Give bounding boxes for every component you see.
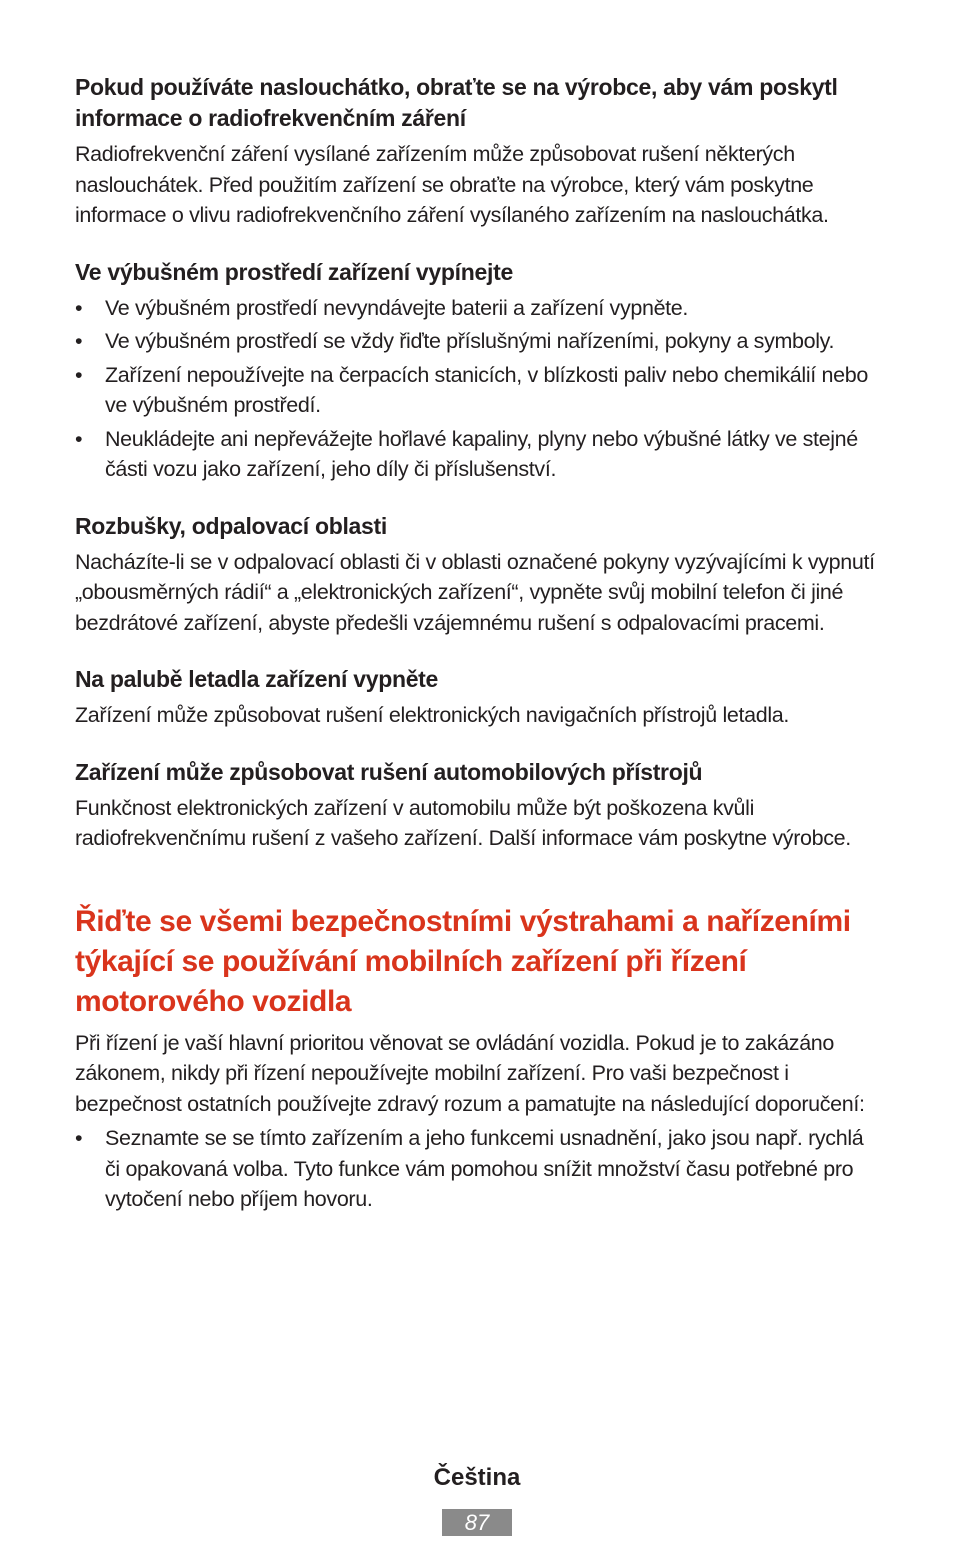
bullet-icon: • bbox=[75, 295, 83, 320]
section-heading: Zařízení může způsobovat rušení automobilových přístrojů bbox=[75, 758, 703, 785]
section-explosive-environment bbox=[75, 257, 875, 485]
section-text: Při řízení je vaší hlavní prioritou věnovat se ovládání vozidla. Pokud je to zakázáno zákonem, nikdy při řízení nepoužívejte mobilní zařízení. Pro vaši bezpečnost i bezpečnost ostatních používejte zdravý rozum a pamatujte na následující doporučení: bbox=[75, 1030, 865, 1116]
section-heading: Ve výbušném prostředí zařízení vypínejte bbox=[75, 258, 513, 285]
bullet-list bbox=[75, 293, 875, 485]
section-heading: Na palubě letadla zařízení vypněte bbox=[75, 666, 439, 692]
bullet-icon: • bbox=[75, 329, 83, 353]
section-heading: Rozbušky, odpalovací oblasti bbox=[75, 512, 387, 539]
section-automobile bbox=[75, 757, 875, 854]
section-text: Nacházíte-li se v odpalovací oblasti či v oblasti označené pokyny vyzývajícími k vypnutí „obousměrných rádií“ a „elektronických zařízení“, vypněte svůj mobilní telefon či jiné bezdrátové zařízení, abyste předešli vzájemnému rušení s odpalovacími pracemi. bbox=[75, 549, 875, 635]
list-item-text: Neukládejte ani nepřevážejte hořlavé kapaliny, plyny nebo výbušné látky ve stejné části vozu jako zařízení, jeho díly či příslušenství. bbox=[105, 426, 858, 481]
page-number: 87 bbox=[442, 1509, 512, 1536]
list-item bbox=[75, 293, 875, 324]
list-item-text: Seznamte se se tímto zařízením a jeho funkcemi usnadnění, jako jsou např. rychlá či opakovaná volba. Tyto funkce vám pomohou snížit množství času potřebné pro vytočení nebo příjem hovoru. bbox=[105, 1126, 864, 1211]
section-heading: Pokud používáte naslouchátko, obraťte se na výrobce, aby vám poskytl informace o radiofrekvenčním záření bbox=[75, 74, 838, 131]
bullet-icon: • bbox=[75, 426, 83, 451]
bullet-icon: • bbox=[75, 1126, 83, 1150]
footer-language: Čeština bbox=[433, 1464, 521, 1491]
section-driving-safety bbox=[75, 902, 875, 1215]
section-text: Funkčnost elektronických zařízení v automobilu může být poškozena kvůli radiofrekvenčnímu rušení z vašeho zařízení. Další informace vám poskytne výrobce. bbox=[75, 795, 851, 850]
list-item bbox=[75, 424, 875, 485]
section-blasting-areas bbox=[75, 511, 875, 639]
section-text: Zařízení může způsobovat rušení elektronických navigačních přístrojů letadla. bbox=[75, 703, 789, 727]
section-aircraft bbox=[75, 664, 875, 731]
list-item-text: Ve výbušném prostředí se vždy řiďte příslušnými nařízeními, pokyny a symboly. bbox=[105, 329, 835, 353]
list-item-text: Zařízení nepoužívejte na čerpacích stanicích, v blízkosti paliv nebo chemikálií nebo ve výbušném prostředí. bbox=[105, 362, 868, 417]
section-text: Radiofrekvenční záření vysílané zařízením může způsobovat rušení některých naslouchátek. Před použitím zařízení se obraťte na výrobce, který vám poskytne informace o vlivu radiofrekvenčního záření vysílaného zařízením na naslouchátka. bbox=[75, 142, 829, 227]
document-page bbox=[75, 72, 875, 1218]
bullet-list bbox=[75, 1123, 875, 1215]
main-section-title: Řiďte se všemi bezpečnostními výstrahami a nařízeními týkající se používání mobilních zařízení při řízení motorového vozidla bbox=[75, 904, 851, 1018]
list-item bbox=[75, 360, 875, 421]
section-hearing-aid bbox=[75, 72, 875, 231]
list-item bbox=[75, 1123, 875, 1215]
bullet-icon: • bbox=[75, 362, 83, 387]
list-item-text: Ve výbušném prostředí nevyndávejte baterii a zařízení vypněte. bbox=[105, 295, 689, 320]
list-item bbox=[75, 326, 875, 357]
